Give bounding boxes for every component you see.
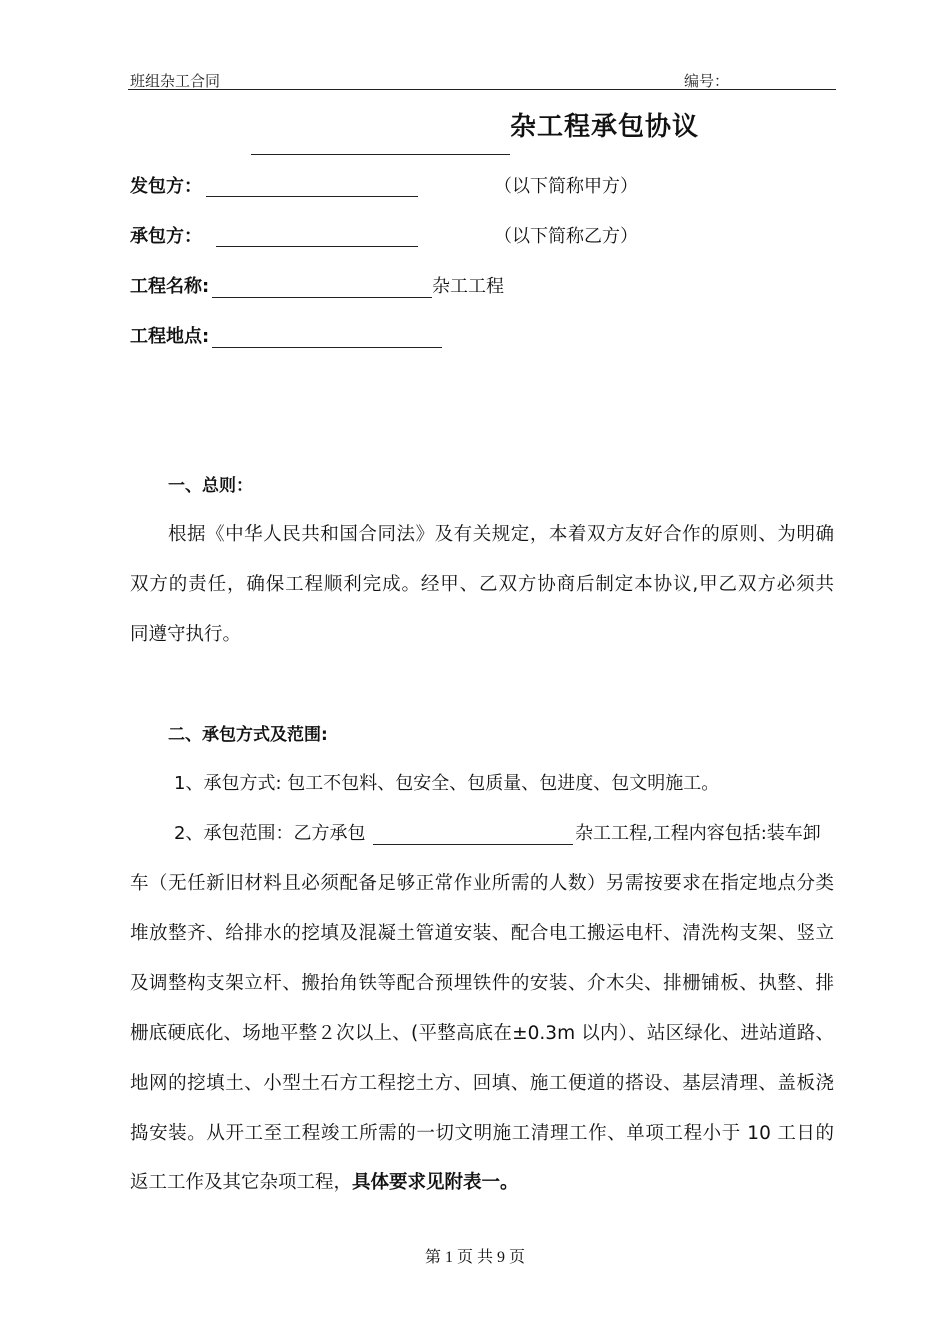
attachment-reference: 具体要求见附表一。: [352, 1172, 519, 1193]
project-name-value: 杂工工程: [432, 276, 504, 297]
section-1-line: 双方的责任，确保工程顺利完成。经甲、乙双方协商后制定本协议,甲乙双方必须共: [130, 574, 834, 595]
header-number-label: 编号：: [684, 74, 730, 90]
party-a-label: 发包方：: [130, 176, 202, 197]
section-2-item-2-prefix: 2、承包范围：乙方承包: [174, 823, 366, 844]
section-2-line: 栅底硬底化、场地平整２次以上、(平整高底在±0.3m 以内）、站区绿化、进站道路、: [130, 1023, 834, 1044]
party-a-note: （以下简称甲方）: [494, 176, 638, 197]
section-2-line: 地网的挖填土、小型土石方工程挖土方、回填、施工便道的搭设、基层清理、盖板浇: [130, 1073, 834, 1094]
party-b-blank: [216, 246, 418, 247]
section-2-last-line: [130, 1168, 834, 1194]
section-2-item-2-suffix: 杂工工程,工程内容包括:装车卸: [575, 823, 821, 844]
header-rule: [128, 89, 836, 90]
page-footer: 第 1 页 共 9 页: [424, 1249, 525, 1266]
project-site-blank: [212, 347, 442, 348]
section-1-heading: 一、总则：: [168, 476, 253, 496]
section-2-line: 堆放整齐、给排水的挖填及混凝土管道安装、配合电工搬运电杆、清洗构支架、竖立: [130, 923, 834, 944]
last-line-text: 返工工作及其它杂项工程，: [130, 1172, 353, 1193]
section-2-line: 捣安装。从开工至工程竣工所需的一切文明施工清理工作、单项工程小于 10 工日的: [130, 1123, 834, 1144]
document-title: 杂工程承包协议: [510, 112, 700, 142]
project-site-label: 工程地点:: [130, 326, 210, 347]
party-b-note: （以下简称乙方）: [494, 226, 638, 247]
section-2-heading: 二、承包方式及范围:: [168, 725, 328, 745]
project-name-blank: [212, 297, 432, 298]
title-blank-underline: [251, 154, 510, 155]
header-left-text: 班组杂工合同: [130, 74, 221, 90]
party-a-blank: [206, 196, 418, 197]
section-2-item-1: 1、承包方式: 包工不包料、包安全、包质量、包进度、包文明施工。: [174, 773, 720, 794]
section-1-line: 同遵守执行。: [130, 624, 242, 645]
party-b-label: 承包方：: [130, 226, 202, 247]
section-1-line: 根据《中华人民共和国合同法》及有关规定，本着双方友好合作的原则、为明确: [168, 524, 834, 545]
scope-blank: [373, 844, 573, 845]
section-2-line: 车（无任新旧材料且必须配备足够正常作业所需的人数）另需按要求在指定地点分类: [130, 873, 834, 894]
section-2-line: 及调整构支架立杆、搬抬角铁等配合预埋铁件的安装、介木尖、排栅铺板、执整、排: [130, 973, 834, 994]
project-name-label: 工程名称:: [130, 276, 210, 297]
